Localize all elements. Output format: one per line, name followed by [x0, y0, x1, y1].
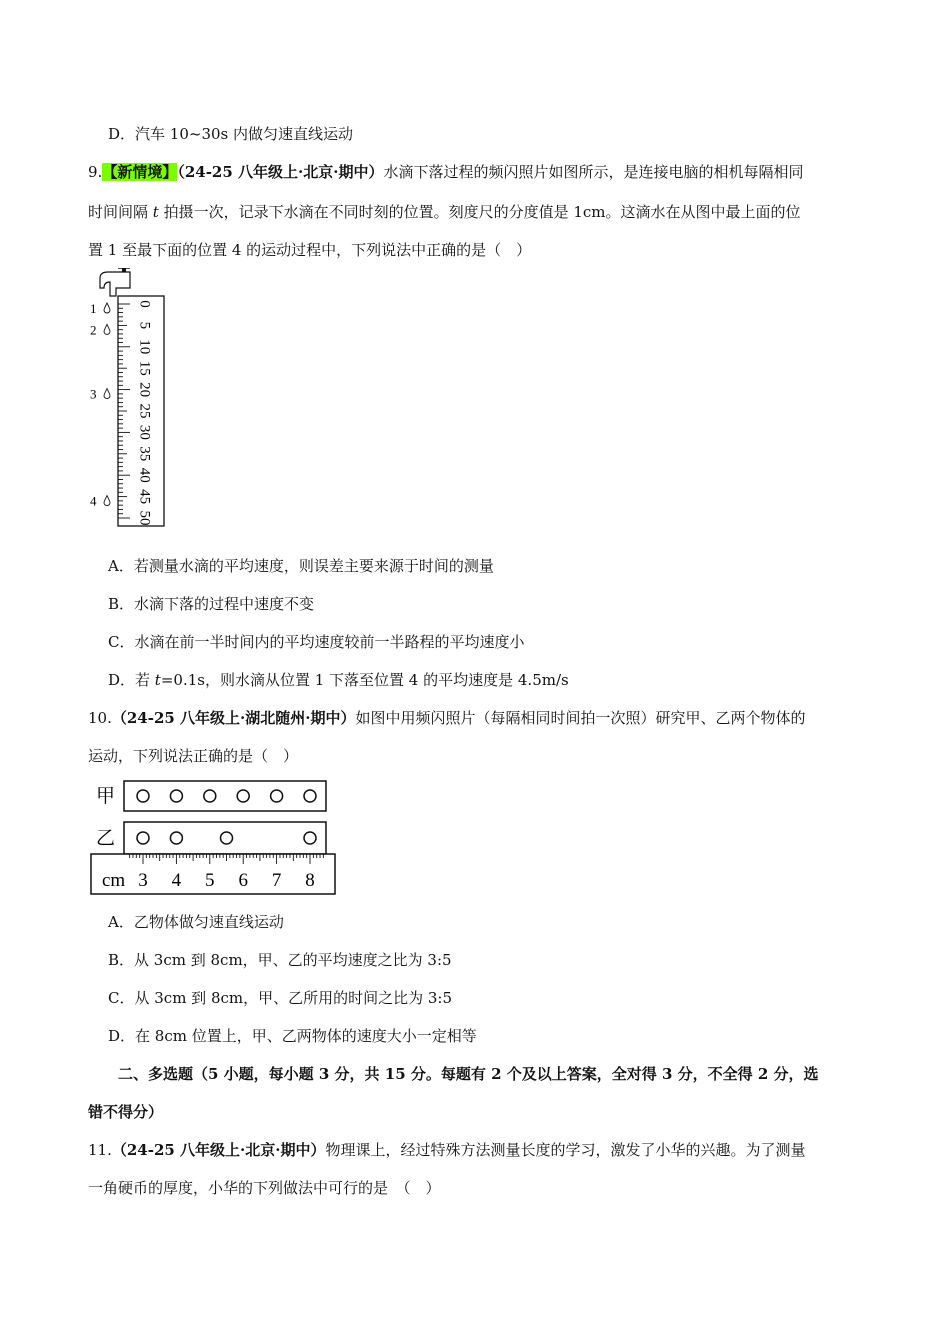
q9-option-c: C．水滴在前一半时间内的平均速度较前一半路程的平均速度小 — [108, 633, 525, 651]
droplet-label: 4 — [90, 493, 97, 509]
vertical-ruler-number: 5 — [136, 321, 153, 330]
vertical-ruler-number: 0 — [136, 300, 153, 308]
yi-position-mark — [137, 832, 149, 844]
q10-option-b: B．从 3cm 到 8cm，甲、乙的平均速度之比为 3:5 — [108, 951, 452, 969]
q9-tag: 【新情境】 — [102, 163, 178, 181]
jia-position-mark — [271, 790, 283, 802]
q9-text-1: 水滴下落过程的频闪照片如图所示，是连接电脑的相机每隔相同 — [383, 163, 804, 181]
track-jia — [124, 781, 326, 811]
horizontal-ruler-number: 5 — [205, 870, 215, 891]
q9-line-1 — [88, 162, 868, 182]
q10-line-2: 运动，下列说法正确的是（ ） — [88, 747, 299, 765]
vertical-ruler-number: 20 — [136, 382, 153, 398]
vertical-ruler-number: 50 — [136, 510, 153, 526]
q10-option-c: C．从 3cm 到 8cm，甲、乙所用的时间之比为 3:5 — [108, 989, 453, 1007]
droplet-label: 2 — [90, 322, 97, 338]
vertical-ruler-number: 35 — [136, 446, 153, 462]
q9-var-t: t — [152, 203, 159, 221]
q9-number: 9. — [88, 163, 103, 181]
q8-option-d: D．汽车 10~30s 内做匀速直线运动 — [108, 125, 354, 143]
q10-source: （24-25 八年级上·湖北随州·期中） — [111, 709, 356, 727]
q9-option-a: A．若测量水滴的平均速度，则误差主要来源于时间的测量 — [108, 557, 494, 575]
droplet-icon — [104, 324, 110, 334]
droplet-icon — [104, 389, 110, 399]
ruler-unit: cm — [102, 870, 126, 891]
q9-option-d-t: t — [154, 671, 161, 689]
horizontal-ruler-number: 7 — [271, 870, 282, 891]
q9-text-2b: 拍摄一次，记录下水滴在不同时刻的位置。刻度尺的分度值是 1cm。这滴水在从图中最上面的位 — [158, 203, 801, 221]
vertical-ruler-number: 45 — [136, 489, 153, 505]
label-yi: 乙 — [96, 828, 116, 849]
q9-figure-ruler-droplets — [82, 268, 172, 530]
droplet-icon — [104, 496, 110, 506]
q10-number: 10. — [88, 709, 112, 727]
q9-option-b: B．水滴下落的过程中速度不变 — [108, 595, 315, 613]
q10-option-d: D．在 8cm 位置上，甲、乙两物体的速度大小一定相等 — [108, 1027, 477, 1045]
jia-position-mark — [170, 790, 182, 802]
jia-position-mark — [137, 790, 149, 802]
droplet-icon — [104, 303, 110, 313]
horizontal-ruler-number: 4 — [171, 870, 182, 891]
horizontal-ruler-number: 8 — [305, 870, 315, 891]
label-jia: 甲 — [96, 786, 116, 807]
q9-option-d — [108, 670, 569, 690]
yi-position-mark — [170, 832, 182, 844]
q9-source: （24-25 八年级上·北京·期中） — [177, 163, 384, 181]
section-2-heading-line-2: 错不得分） — [88, 1103, 164, 1121]
droplet-label: 1 — [90, 301, 97, 316]
q10-figure-strobe — [88, 776, 340, 900]
droplet-label: 3 — [90, 386, 97, 402]
jia-position-mark — [304, 790, 316, 802]
q11-source: （24-25 八年级上·北京·期中） — [111, 1141, 326, 1159]
q9-text-2a: 时间间隔 — [88, 203, 153, 221]
q10-option-a: A．乙物体做匀速直线运动 — [108, 913, 284, 931]
vertical-ruler-number: 10 — [136, 339, 153, 355]
q11-line-2: 一角硬币的厚度，小华的下列做法中可行的是 （ ） — [88, 1179, 441, 1197]
faucet-icon — [100, 272, 130, 296]
horizontal-ruler-number: 3 — [138, 870, 148, 891]
droplets — [90, 301, 110, 509]
q9-line-3: 置 1 至最下面的位置 4 的运动过程中，下列说法中正确的是（ ） — [88, 241, 532, 259]
vertical-ruler-number: 15 — [136, 360, 153, 376]
q10-line-1 — [88, 708, 868, 728]
q9-option-d-a: D．若 — [108, 671, 155, 689]
jia-position-mark — [204, 790, 216, 802]
vertical-ruler-number: 40 — [136, 467, 153, 483]
yi-position-mark — [304, 832, 316, 844]
section-2-heading-line-1: 二、多选题（5 小题，每小题 3 分，共 15 分。每题有 2 个及以上答案，全对得 3 分，不全得 2 分，选 — [118, 1065, 819, 1083]
q9-line-2 — [88, 202, 868, 222]
horizontal-ruler-number: 6 — [238, 870, 248, 891]
q11-number: 11. — [88, 1141, 112, 1159]
vertical-ruler-number: 25 — [136, 403, 153, 419]
jia-position-mark — [237, 790, 249, 802]
q11-text-1: 物理课上，经过特殊方法测量长度的学习，激发了小华的兴趣。为了测量 — [325, 1141, 806, 1159]
q11-line-1 — [88, 1140, 868, 1160]
q10-text-1: 如图中用频闪照片（每隔相同时间拍一次照）研究甲、乙两个物体的 — [355, 709, 806, 727]
q9-option-d-b: =0.1s，则水滴从位置 1 下落至位置 4 的平均速度是 4.5m/s — [160, 671, 569, 689]
yi-position-mark — [221, 832, 233, 844]
vertical-ruler-number: 30 — [136, 424, 153, 440]
